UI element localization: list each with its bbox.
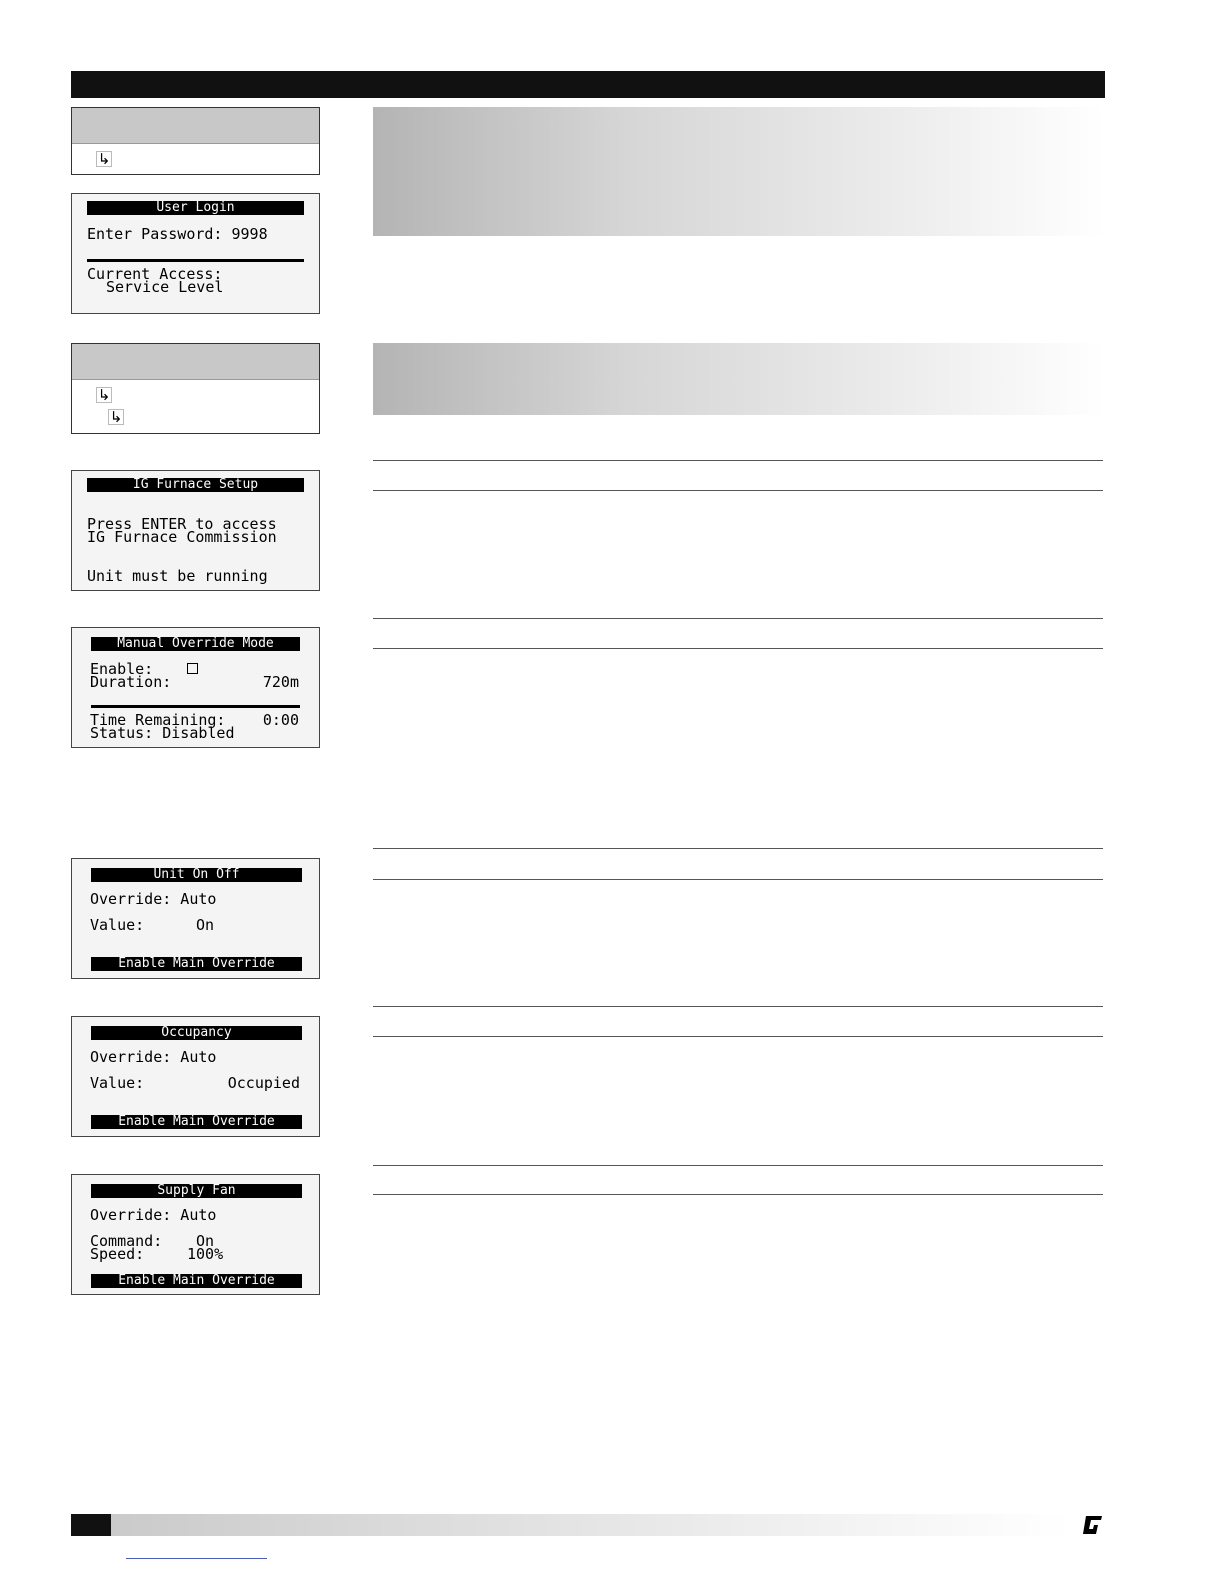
enable-main-override-button[interactable]: Enable Main Override	[91, 1274, 302, 1288]
table-rule	[373, 1006, 1103, 1007]
menu-path-header	[72, 108, 319, 144]
access-value: Service Level	[106, 278, 224, 296]
page-header-bar	[71, 71, 1105, 98]
lcd-unit-on-off	[71, 858, 320, 979]
speed-value: 100%	[187, 1245, 224, 1263]
override-line: Override: Auto	[90, 890, 217, 908]
time-remaining-label: Time Remaining:	[90, 711, 226, 729]
lcd-user-login	[71, 193, 320, 314]
lcd-title: Occupancy	[91, 1026, 302, 1040]
return-arrow-icon: ↳	[97, 386, 111, 404]
table-rule	[373, 490, 1103, 491]
password-line: Enter Password: 9998	[87, 225, 268, 243]
lcd-divider	[87, 259, 304, 262]
value-text: Occupied	[227, 1074, 300, 1092]
section-banner	[373, 107, 1105, 236]
section-banner	[373, 343, 1105, 415]
lcd-manual-override	[71, 627, 320, 748]
table-rule	[373, 879, 1103, 880]
lcd-title: IG Furnace Setup	[87, 478, 304, 492]
table-rule	[373, 1165, 1103, 1166]
lcd-title: Manual Override Mode	[91, 637, 300, 651]
status-line: Status: Disabled	[90, 724, 235, 742]
enable-main-override-button[interactable]: Enable Main Override	[91, 1115, 302, 1129]
table-rule	[373, 1036, 1103, 1037]
menu-path-box	[71, 107, 320, 175]
override-line: Override: Auto	[90, 1048, 217, 1066]
lcd-title: Unit On Off	[91, 868, 302, 882]
lcd-text-line: Unit must be running	[87, 567, 268, 585]
lcd-title: Supply Fan	[91, 1184, 302, 1198]
override-line: Override: Auto	[90, 1206, 217, 1224]
return-arrow-icon: ↳	[109, 408, 123, 426]
brand-logo-icon	[1081, 1515, 1103, 1535]
table-rule	[373, 648, 1103, 649]
value-text: On	[196, 916, 215, 934]
lcd-ig-furnace-setup	[71, 470, 320, 591]
duration-value: 720m	[262, 673, 299, 691]
lcd-divider	[91, 705, 300, 708]
menu-path-box	[71, 343, 320, 434]
return-arrow-icon: ↳	[97, 150, 111, 168]
lcd-text-line: IG Furnace Commission	[87, 528, 277, 546]
command-value: On	[196, 1232, 215, 1250]
lcd-text-line: Press ENTER to access	[87, 515, 277, 533]
enable-checkbox[interactable]	[187, 663, 198, 674]
menu-path-header	[72, 344, 319, 380]
command-label: Command:	[90, 1232, 163, 1250]
value-label: Value:	[90, 916, 145, 934]
enable-label: Enable:	[90, 660, 154, 678]
enable-main-override-button[interactable]: Enable Main Override	[91, 957, 302, 971]
time-remaining-value: 0:00	[262, 711, 299, 729]
lcd-occupancy	[71, 1016, 320, 1137]
table-rule	[373, 618, 1103, 619]
table-rule	[373, 1194, 1103, 1195]
page-footer-bar	[71, 1514, 1071, 1536]
speed-label: Speed:	[90, 1245, 145, 1263]
page-number-tab	[71, 1514, 111, 1536]
table-rule	[373, 460, 1103, 461]
table-rule	[373, 848, 1103, 849]
duration-label: Duration:	[90, 673, 172, 691]
access-label: Current Access:	[87, 265, 223, 283]
value-label: Value:	[90, 1074, 145, 1092]
lcd-supply-fan	[71, 1174, 320, 1295]
footer-link-underline[interactable]	[126, 1558, 267, 1559]
lcd-title: User Login	[87, 201, 304, 215]
